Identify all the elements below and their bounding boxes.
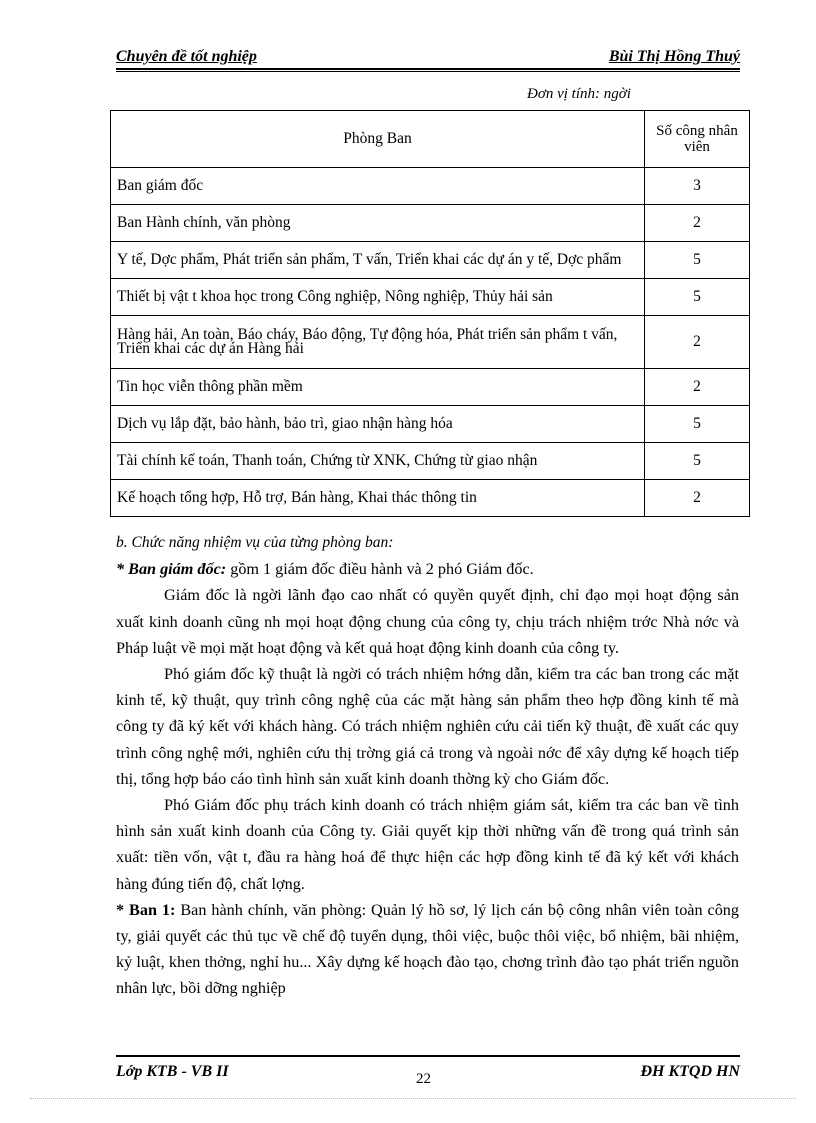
page-number: 22 [416, 1071, 431, 1087]
staff-count: 2 [645, 480, 750, 517]
department-name: Hàng hải, An toàn, Báo cháy, Báo động, Tự động hóa, Phát triển sản phẩm t vấn, Triển khai các dự án Hàng hải [111, 316, 645, 369]
column-header-staff-count: Số công nhân viên [645, 111, 750, 168]
unit-note: Đơn vị tính: ngời [527, 86, 631, 102]
table-row [111, 168, 750, 205]
paragraph-department-1 [116, 897, 739, 1002]
paragraph-text: Ban hành chính, văn phòng: Quản lý hồ sơ, lý lịch cán bộ công nhân viên toàn công ty, giải quyết các thủ tục về chế độ tuyển dụng, thôi việc, buộc thôi việc, bổ nhiệm, bãi nhiệm, kỷ luật, khen thởng, nghỉ hu... Xây dựng kế hoạch đào tạo, chơng trình đào tạo phát triển nguồn nhân lực, bồi dỡng nghiệp [116, 900, 739, 998]
paragraph-text: gồm 1 giám đốc điều hành và 2 phó Giám đốc. [226, 560, 534, 579]
table-row [111, 279, 750, 316]
page-header [116, 48, 740, 70]
table-header-row [111, 111, 750, 168]
staff-count: 5 [645, 443, 750, 480]
staff-count: 5 [645, 242, 750, 279]
department-name: Tin học viễn thông phần mềm [111, 369, 645, 406]
paragraph-technical-deputy: Phó giám đốc kỹ thuật là ngời có trách nhiệm hớng dẫn, kiểm tra các ban trong các mặt kinh tế, kỹ thuật, quy trình công nghệ của các mặt hàng sản phẩm theo hợp đồng kinh tế mà công ty đã ký kết với khách hàng. Có trách nhiệm nghiên cứu cải tiến kỹ thuật, đề xuất các quy trình công nghệ mới, nghiên cứu thị trờng giá cả trong và ngoài nớc để xây dựng kế hoạch tiếp thị, tổng hợp báo cáo tình hình sản xuất kinh doanh thờng kỳ cho Giám đốc. [116, 665, 739, 788]
staff-count: 5 [645, 279, 750, 316]
staff-count: 2 [645, 205, 750, 242]
footer-class: Lớp KTB - VB II [116, 1063, 229, 1080]
table-row [111, 480, 750, 517]
paragraph-business-deputy: Phó Giám đốc phụ trách kinh doanh có trách nhiệm giám sát, kiểm tra các ban về tình hình sản xuất kinh doanh của Công ty. Giải quyết kịp thời những vấn đề trong quá trình sản xuất: tiền vốn, vật t, đầu ra hàng hoá để thực hiện các hợp đồng kinh tế đã ký kết với khách hàng đúng tiến độ, chất lợng. [116, 796, 739, 893]
table-row [111, 369, 750, 406]
page-footer [116, 1055, 740, 1087]
paragraph-board-of-directors [116, 556, 739, 582]
table-row [111, 316, 750, 369]
body-text [116, 530, 739, 1002]
column-header-department: Phòng Ban [111, 111, 645, 168]
paragraph-label: * Ban 1: [116, 900, 176, 919]
header-author: Bùi Thị Hồng Thuý [608, 48, 740, 65]
table-row [111, 242, 750, 279]
footer-university: ĐH KTQD HN [640, 1063, 740, 1080]
department-name: Thiết bị vật t khoa học trong Công nghiệp, Nông nghiệp, Thủy hải sản [111, 279, 645, 316]
department-name: Y tế, Dợc phẩm, Phát triển sản phẩm, T vấn, Triển khai các dự án y tế, Dợc phẩm [111, 242, 645, 279]
staff-count: 3 [645, 168, 750, 205]
department-name: Ban giám đốc [111, 168, 645, 205]
department-name: Dịch vụ lắp đặt, bảo hành, bảo trì, giao nhận hàng hóa [111, 406, 645, 443]
section-heading: b. Chức năng nhiệm vụ của từng phòng ban: [116, 534, 394, 551]
department-name: Tài chính kế toán, Thanh toán, Chứng từ XNK, Chứng từ giao nhận [111, 443, 645, 480]
department-name: Ban Hành chính, văn phòng [111, 205, 645, 242]
table-row [111, 406, 750, 443]
table-row [111, 443, 750, 480]
staff-count: 2 [645, 369, 750, 406]
staff-count: 2 [645, 316, 750, 369]
paragraph-director: Giám đốc là ngời lãnh đạo cao nhất có quyền quyết định, chỉ đạo mọi hoạt động sản xuất kinh doanh cũng nh mọi hoạt động chung của công ty, chịu trách nhiệm trớc Nhà nớc và Pháp luật về mọi mặt hoạt động và kết quả hoạt động kinh doanh của công ty. [116, 586, 739, 657]
header-topic: Chuyên đề tốt nghiệp [116, 48, 257, 65]
paragraph-label: * Ban giám đốc: [116, 560, 227, 579]
bottom-dotted-rule [30, 1098, 796, 1099]
department-name: Kế hoạch tổng hợp, Hỗ trợ, Bán hàng, Khai thác thông tin [111, 480, 645, 517]
department-table [110, 110, 750, 517]
staff-count: 5 [645, 406, 750, 443]
table-row [111, 205, 750, 242]
